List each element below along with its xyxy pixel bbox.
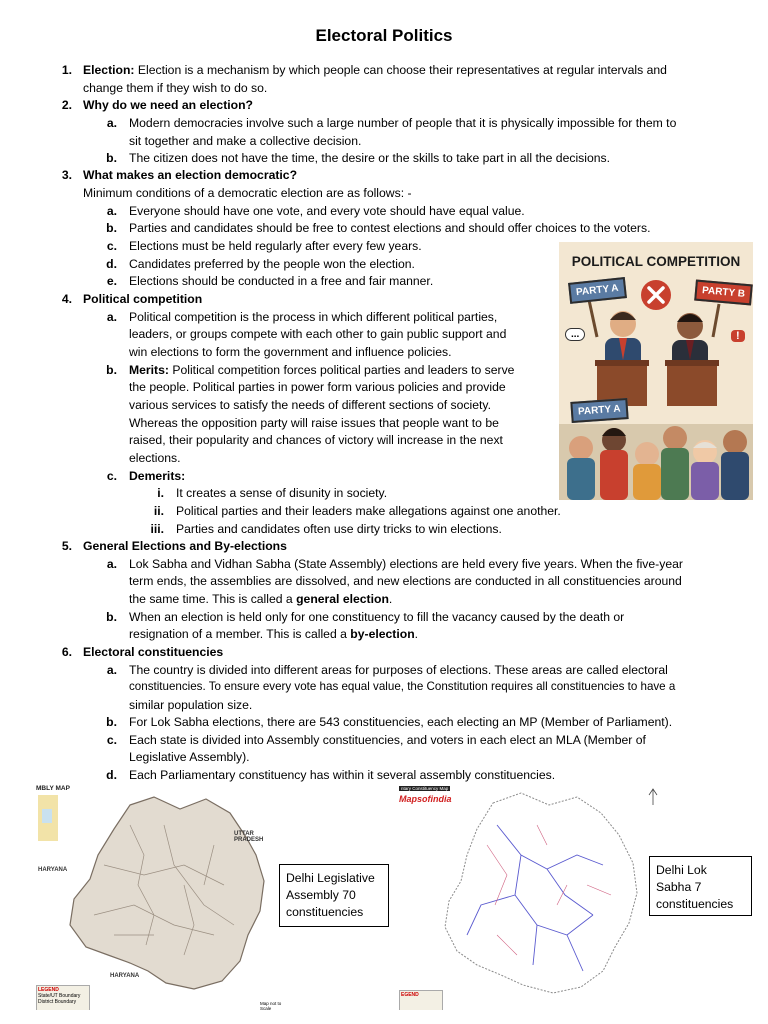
item-text: Political parties and their leaders make allegations against one another. [176, 504, 561, 518]
page-title: Electoral Politics [315, 26, 453, 45]
list-number: 4. [61, 292, 72, 306]
delhi-loksabha-map [397, 785, 659, 1010]
item-text: For Lok Sabha elections, there are 543 constituencies, each electing an MP (Member of Parliament). [129, 715, 673, 729]
item-text: resignation of a member. This is called a [129, 627, 351, 641]
item-text: term ends, the assemblies are dissolved, and new elections are conducted in all constituencies around [129, 574, 682, 588]
item-text: Lok Sabha and Vidhan Sabha (State Assembly) elections are held every five years. When the five-year [129, 557, 683, 571]
section-heading: Electoral constituencies [83, 645, 224, 659]
item-text: sit together and make a collective decision. [129, 134, 362, 148]
item-text: Election is a mechanism by which people can choose their representatives at regular intervals and [137, 63, 667, 77]
callout-line: Assembly 70 [286, 888, 356, 902]
item-text: raised, their popularity and chances of victory will increase in the next [129, 433, 503, 447]
map-footer: Map not to Scale [260, 1001, 282, 1010]
sub-number: a. [106, 310, 117, 324]
map-label-haryana: HARYANA [110, 973, 140, 979]
callout-line: Delhi Legislative [286, 871, 375, 885]
section-heading: Political competition [83, 292, 203, 306]
item-text: Each Parliamentary constituency has within it several assembly constituencies. [129, 768, 556, 782]
item-text: Parties and candidates should be free to contest elections and should offer choices to the voters. [129, 221, 651, 235]
delhi-assembly-map [34, 785, 284, 1010]
callout-line: Delhi Lok [656, 863, 707, 877]
assembly-map-shape [34, 785, 284, 1010]
list-item [83, 62, 667, 78]
item-text: Modern democracies involve such a large number of people that it is physically impossible for them to [129, 116, 677, 130]
item-text: . [388, 592, 393, 606]
item-text: Elections should be conducted in a free and fair manner. [129, 274, 434, 288]
item-text: Each state is divided into Assembly constituencies, and voters in each elect an MLA (Member of [129, 733, 646, 747]
item-heading: Election: [83, 63, 135, 77]
item-text: similar population size. [129, 698, 253, 712]
mapsofindia-logo: Mapsofindia [399, 794, 452, 804]
legend-title: LEGEND [38, 987, 59, 993]
list-item [129, 362, 514, 378]
party-a-sign: PARTY A [568, 277, 626, 304]
legend-item: State/UT Boundary [38, 993, 81, 999]
sub-number: d. [106, 768, 117, 782]
item-text: The citizen does not have the time, the desire or the skills to take part in all the decisions. [129, 151, 610, 165]
loksabha-callout [649, 856, 752, 916]
item-text: Legislative Assembly). [129, 750, 250, 764]
item-text: win elections to form the government and influence policies. [129, 345, 452, 359]
sub-number: d. [106, 257, 117, 271]
item-text: the same time. This is called a [129, 592, 297, 606]
callout-line: constituencies [286, 905, 364, 919]
item-text: It creates a sense of disunity in society. [176, 486, 388, 500]
callout-line: constituencies [656, 897, 734, 911]
legend-item: District Boundary [38, 999, 77, 1005]
sub-number: c. [106, 733, 117, 747]
sub-number: c. [106, 469, 117, 483]
list-number: 3. [61, 168, 72, 182]
section-heading: Why do we need an election? [83, 98, 253, 112]
list-item [129, 591, 392, 607]
sub-number: a. [106, 116, 117, 130]
party-a-sign: PARTY A [570, 398, 628, 423]
item-text: Whereas the opposition party will raise issues that people want to be [129, 416, 499, 430]
map-label-haryana: HARYANA [38, 867, 68, 873]
sub-number: b. [106, 610, 117, 624]
item-text: Parties and candidates often use dirty tricks to win elections. [176, 522, 502, 536]
list-item [129, 626, 418, 642]
item-text: When an election is held only for one constituency to fill the vacancy caused by the death or [129, 610, 625, 624]
item-text: constituencies. To ensure every vote has equal value, the Constitution requires all constituencies to have a [129, 680, 676, 693]
item-heading: Demerits: [129, 469, 186, 483]
item-text: various services to satisfy the needs of different sections of society. [129, 398, 491, 412]
term-general-election: general election [296, 592, 389, 606]
item-text: The country is divided into different areas for purposes of elections. These areas are called electoral [129, 663, 668, 677]
map-legend [36, 985, 90, 1010]
sub-number: a. [106, 663, 117, 677]
item-text: Everyone should have one vote, and every vote should have equal value. [129, 204, 525, 218]
map-header: MBLY MAP [36, 785, 70, 792]
item-text: leaders, or groups compete with each other to gain public support and [129, 327, 507, 341]
roman-number: i. [157, 486, 164, 500]
item-text: the people. Political parties in power form various policies and provide [129, 380, 506, 394]
party-b-sign: PARTY B [694, 280, 753, 306]
section-heading: What makes an election democratic? [83, 168, 298, 182]
sub-number: a. [106, 204, 117, 218]
map-legend [399, 990, 443, 1010]
item-text: . [414, 627, 419, 641]
item-text: Elections must be held regularly after every few years. [129, 239, 422, 253]
list-number: 2. [61, 98, 72, 112]
roman-number: iii. [150, 522, 164, 536]
map-header: ntary Constituency Map [401, 786, 449, 791]
item-text: Political competition is the process in which different political parties, [129, 310, 498, 324]
political-competition-illustration [559, 242, 753, 500]
list-number: 6. [61, 645, 72, 659]
item-text: elections. [129, 451, 181, 465]
legend-title: EGEND [401, 992, 419, 998]
sub-number: c. [106, 239, 117, 253]
sub-number: a. [106, 557, 117, 571]
sub-number: b. [106, 221, 117, 235]
list-number: 5. [61, 539, 72, 553]
item-heading: Merits: [129, 363, 169, 377]
list-number: 1. [61, 63, 72, 77]
sub-number: e. [106, 274, 117, 288]
section-heading: General Elections and By-elections [83, 539, 287, 553]
item-text: Political competition forces political parties and leaders to serve [172, 363, 515, 377]
callout-line: Sabha 7 [656, 880, 702, 894]
sub-number: b. [106, 715, 117, 729]
term-by-election: by-election [350, 627, 415, 641]
loksabha-map-shape [397, 785, 659, 1010]
exclamation-bubble: ! [731, 330, 745, 342]
map-label-uttar-pradesh: UTTAR PRADESH [234, 831, 264, 843]
sub-number: b. [106, 363, 117, 377]
assembly-callout [279, 864, 389, 927]
poster-title: POLITICAL COMPETITION [571, 254, 741, 269]
sub-number: b. [106, 151, 117, 165]
speech-bubble: ... [565, 328, 585, 341]
item-text: change them if they wish to do so. [83, 81, 268, 95]
item-text: Candidates preferred by the people won the election. [129, 257, 415, 271]
roman-number: ii. [153, 504, 164, 518]
item-text: Minimum conditions of a democratic election are as follows: - [83, 186, 412, 200]
